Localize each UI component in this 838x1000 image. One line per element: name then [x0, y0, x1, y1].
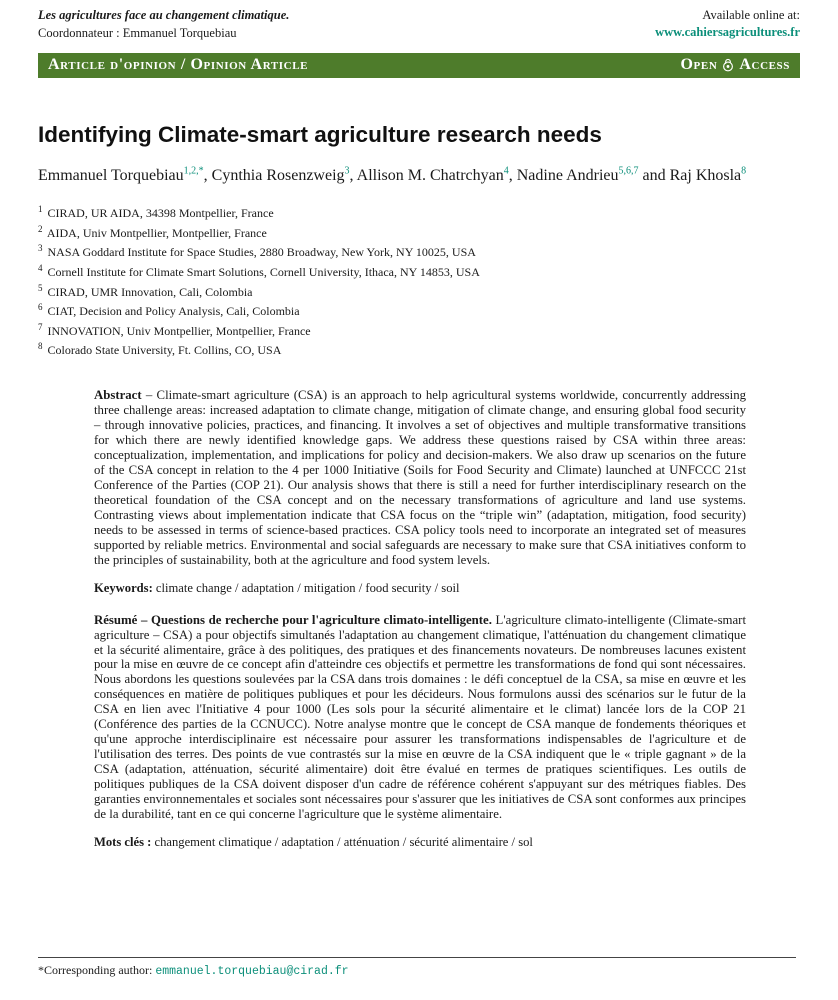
affiliation-number: 3	[38, 243, 43, 254]
article-body	[38, 122, 800, 850]
open-access-word-access: Access	[739, 56, 790, 73]
author-name: Allison M. Chatrchyan$^4$	[356, 165, 509, 184]
affiliation-number: 6	[38, 302, 43, 313]
abstract-paragraph	[94, 388, 746, 568]
mots-cles-line	[94, 835, 746, 850]
author-affiliation-sup: 1,2,*	[183, 165, 204, 177]
affiliation-number: 7	[38, 321, 43, 332]
resume-paragraph	[94, 613, 746, 823]
author-affiliation-sup: 4	[503, 165, 509, 177]
abstract-label: Abstract	[94, 387, 142, 402]
resume-label: Résumé – Questions de recherche pour l'agriculture climato-intelligente.	[94, 612, 492, 627]
author-name: Nadine Andrieu$^{5,6,7}$	[516, 165, 639, 184]
open-access-word-open: Open	[680, 56, 718, 73]
affiliation-item: $^7$ INNOVATION, Univ Montpellier, Montpellier, France	[38, 321, 311, 338]
mots-cles-text: changement climatique / adaptation / atténuation / sécurité alimentaire / sol	[154, 835, 533, 850]
affiliation-item: $^2$ AIDA, Univ Montpellier, Montpellier, France	[38, 223, 267, 240]
abstract-text: – Climate-smart agriculture (CSA) is an approach to help agricultural systems worldwide, concurrently addressing three challenge areas: increased adaptation to climate change, mitigation of climate change, and ensuring global food security – through innovative policies, practices, and financing. It involves a set of objectives and multiple transformative transitions for which there are newly identified knowledge gaps. We address these questions raised by CSA within three areas: conceptualization, implementation, and implications for policy and decision-makers. We also draw up scenarios on the future of the CSA concept in relation to the 4 per 1000 Initiative (Soils for Food Security and Climate) launched at UNFCCC 21st Conference of the Parties (COP 21). Our analysis shows that there is still a need for further interdisciplinary research on the theoretical foundation of the CSA concept and on the necessary transformations of agriculture and land use systems. Contrasting views about implementation indicate that CSA focus on the “triple win” (adaptation, mitigation, food security) needs to be assessed in terms of science-based practices. CSA policy tools need to incorporate an integrated set of measures supported by reliable metrics. Environmental and social safeguards are necessary to make sure that CSA initiatives conform to the principles of sustainability, both at the agriculture and food system levels.	[94, 387, 746, 567]
journal-coordinator: Coordonnateur : Emmanuel Torquebiau	[38, 26, 237, 40]
page-header	[38, 8, 800, 41]
affiliation-item: $^6$ CIAT, Decision and Policy Analysis, Cali, Colombia	[38, 302, 300, 319]
author-list: Emmanuel Torquebiau$^{1,2,*}$, Cynthia Rosenzweig$^3$, Allison M. Chatrchyan$^4$, Nadine Andrieu$^{5,6,7}$ and Raj Khosla$^8$	[38, 165, 747, 184]
footnote	[38, 957, 796, 978]
affiliation-item: $^1$ CIRAD, UR AIDA, 34398 Montpellier, France	[38, 204, 274, 221]
author-affiliation-sup: 8	[741, 165, 747, 177]
author-name: Raj Khosla$^8$	[669, 165, 747, 184]
corresponding-author-email[interactable]: emmanuel.torquebiau@cirad.fr	[155, 965, 349, 978]
keywords-text: climate change / adaptation / mitigation / food security / soil	[155, 580, 460, 595]
corresponding-author-label: *Corresponding author:	[38, 963, 153, 977]
abstract-section	[94, 388, 746, 850]
author-affiliation-sup: 3	[344, 165, 350, 177]
affiliation-item: $^3$ NASA Goddard Institute for Space Studies, 2880 Broadway, New York, NY 10025, USA	[38, 243, 476, 260]
affiliation-number: 4	[38, 262, 43, 273]
affiliation-number: 5	[38, 282, 43, 293]
open-access-icon	[721, 58, 735, 72]
affiliation-number: 2	[38, 223, 43, 234]
affiliation-item: $^4$ Cornell Institute for Climate Smart Solutions, Cornell University, Ithaca, NY 14853, USA	[38, 262, 480, 279]
journal-url-link[interactable]: www.cahiersagricultures.fr	[655, 25, 800, 39]
affiliation-number: 8	[38, 341, 43, 352]
journal-info	[38, 8, 289, 41]
journal-series-title: Les agricultures face au changement climatique.	[38, 8, 290, 22]
resume-text: L'agriculture climato-intelligente (Climate-smart agriculture – CSA) a pour objectifs simultanés l'adaptation au changement climatique, l'atténuation du changement climatique et la sécurité alimentaire, grâce à des politiques, des pratiques et des financements novateurs. De nombreuses lacunes existent pour la mise en œuvre de ce concept afin d'atteindre ces objectifs et permettre les transformations de fond qui sont nécessaires. Nous abordons les questions soulevées par la CSA dans trois domaines : le défi conceptuel de la CSA, sa mise en œuvre et les conséquences en matière de politiques publiques et pour les décideurs. Nous formulons aussi des scénarios sur le futur de la CSA en lien avec l'Initiative 4 pour 1000 (Les sols pour la sécurité alimentaire et le climat) lancée lors de la COP 21 (Conférence des parties de la CCNUCC). Notre analyse montre que le concept de CSA manque de fondements théoriques et qu'une approche interdisciplinaire est nécessaire pour assurer les transformations indispensables de l'agriculture et de l'utilisation des terres. Des points de vue contrastés sur la mise en œuvre de la CSA indiquent que le « triple gagnant » de la CSA (adaptation, atténuation, sécurité alimentaire) doit être évalué en termes de pratiques scientifiques. Les outils de politiques publiques de la CSA doivent disposer d'un cadre de référence cohérent s'appuyant sur des métriques fiables. Des garanties environnementales et sociales sont nécessaires pour s'assurer que les initiatives de CSA sont conformes aux principes de la durabilité, tant en ce qui concerne l'agriculture que le système alimentaire.	[94, 612, 747, 822]
open-access-badge	[681, 56, 790, 74]
article-type-label: Article d'opinion / Opinion Article	[48, 56, 309, 73]
affiliation-list	[38, 203, 800, 360]
author-name: Cynthia Rosenzweig$^3$	[211, 165, 350, 184]
article-title: Identifying Climate-smart agriculture research needs	[38, 122, 602, 147]
keywords-line	[94, 581, 746, 596]
mots-cles-label: Mots clés :	[94, 835, 152, 850]
author-affiliation-sup: 5,6,7	[618, 165, 639, 177]
affiliation-item: $^5$ CIRAD, UMR Innovation, Cali, Colombia	[38, 282, 253, 299]
author-name: Emmanuel Torquebiau$^{1,2,*}$	[38, 165, 204, 184]
article-type-banner	[38, 53, 800, 78]
affiliation-number: 1	[38, 204, 43, 215]
available-online-block	[655, 8, 800, 40]
affiliation-item: $^8$ Colorado State University, Ft. Collins, CO, USA	[38, 341, 282, 358]
available-online-label: Available online at:	[702, 8, 800, 22]
keywords-label: Keywords:	[94, 580, 153, 595]
